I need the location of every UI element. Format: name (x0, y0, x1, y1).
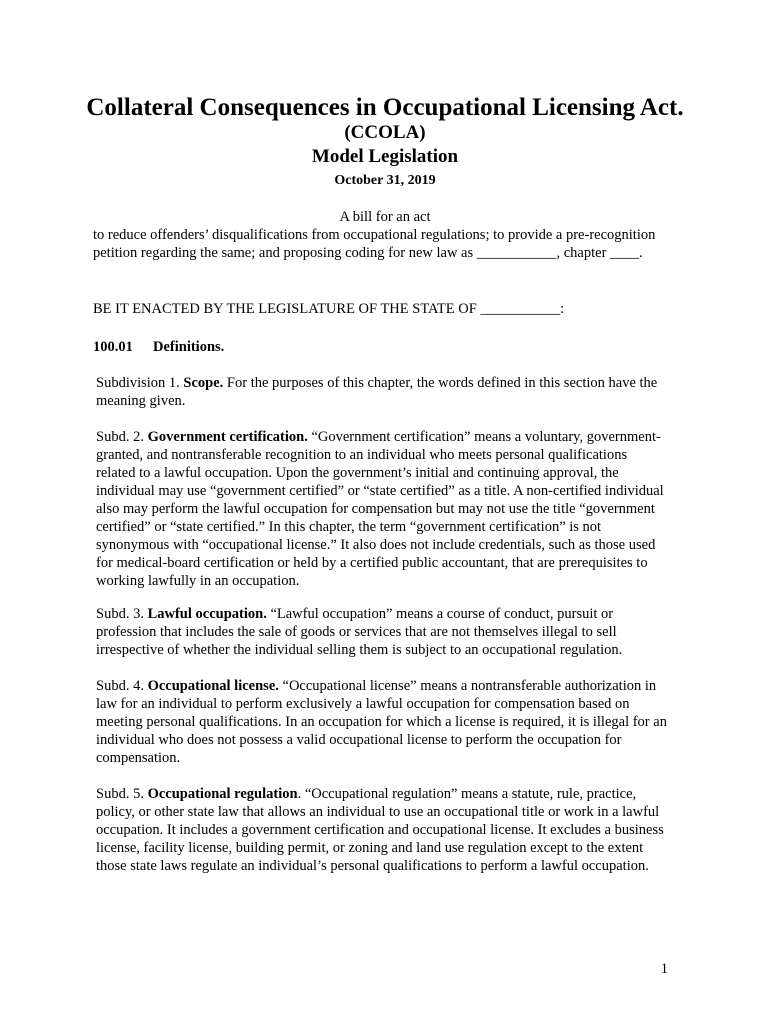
bill-purpose: to reduce offenders’ disqualifications from occupational regulations; to provide a pre-recognition petition regarding the same; and proposing coding for new law as ___________, chapter ____. (93, 227, 656, 261)
document-acronym: (CCOLA) (344, 122, 426, 143)
bill-intro: A bill for an act (339, 209, 431, 225)
section-number: 100.01 (93, 339, 133, 355)
document-date: October 31, 2019 (334, 173, 436, 188)
subdivision-prefix: Subd. 2. (96, 429, 148, 445)
subdivision-term: Lawful occupation. (147, 606, 267, 622)
document-title: Collateral Consequences in Occupational Licensing Act. (86, 94, 684, 121)
subdivision-prefix: Subd. 5. (96, 786, 148, 802)
subdivision-prefix: Subdivision 1. (96, 375, 184, 391)
document-subtitle: Model Legislation (311, 146, 459, 167)
section-heading (93, 338, 693, 356)
subdivision-term: Scope. (183, 375, 224, 391)
subdivision-text: “Government certification” means a voluntary, government-granted, and nontransferable recognition to an individual who meets personal qualifications related to a lawful occupation. Upon the government’s initial and continuing approval, the individual may use “government certified” or “state certified” as a title. A non-certified individual also may perform the lawful occupation for compensation but may not use the title “government certified” or “state certified.” In this chapter, the term “government certification” is not synonymous with “occupational license.” It also does not include credentials, such as those used for medical-board certification or held by a certified public accountant, that are prerequisites to working lawfully in an occupation. (96, 429, 664, 589)
subdivision-1 (96, 374, 668, 410)
subdivision-3 (96, 605, 668, 659)
subdivision-2 (96, 428, 668, 590)
subdivision-term: Occupational license. (147, 678, 279, 694)
subdivision-prefix: Subd. 3. (96, 606, 148, 622)
section-title: Definitions. (153, 339, 225, 355)
page-number: 1 (660, 961, 668, 977)
subdivision-prefix: Subd. 4. (96, 678, 148, 694)
enacting-clause: BE IT ENACTED BY THE LEGISLATURE OF THE STATE OF ___________: (93, 301, 565, 317)
subdivision-4 (96, 677, 668, 767)
subdivision-text: “Lawful occupation” means a course of conduct, pursuit or profession that includes the sale of goods or services that are not themselves illegal to sell irrespective of whether the individual selling them is subject to an occupational regulation. (96, 606, 623, 658)
subdivision-term: Government certification. (147, 429, 308, 445)
subdivision-5 (96, 785, 668, 875)
subdivision-term: Occupational regulation (147, 786, 298, 802)
subdivision-text: “Occupational license” means a nontransferable authorization in law for an individual to perform exclusively a lawful occupation for compensation based on meeting personal qualifications. In an occupation for which a license is required, it is illegal for an individual who does not possess a valid occupational license to perform the occupation for compensation. (96, 678, 667, 766)
subdivision-text: . “Occupational regulation” means a statute, rule, practice, policy, or other state law that allows an individual to use an occupational title or work in a lawful occupation. It includes a government certification and occupational license. It excludes a business license, facility license, building permit, or zoning and land use regulation except to the extent those state laws regulate an individual’s personal qualifications to perform a lawful occupation. (96, 786, 664, 874)
subdivision-text: For the purposes of this chapter, the words defined in this section have the meaning given. (96, 375, 658, 409)
